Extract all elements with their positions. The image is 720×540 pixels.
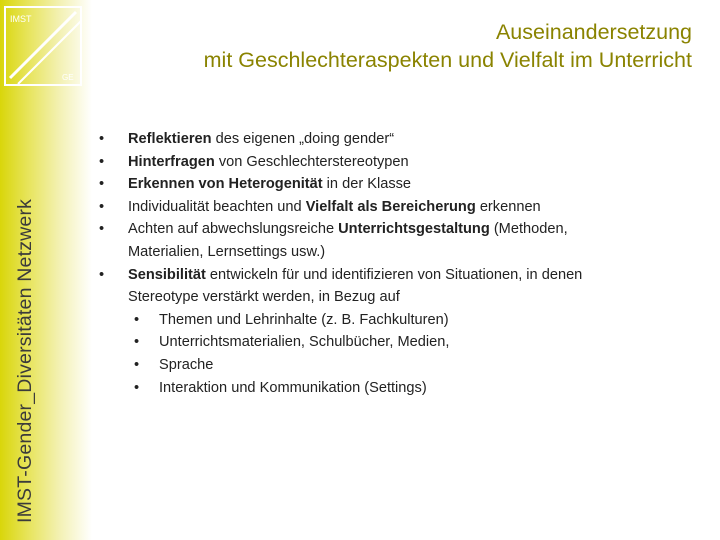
imst-logo	[4, 6, 82, 86]
sub-bullet-list	[99, 309, 699, 399]
item-text: entwickeln für und identifizieren von Situationen, in denen	[205, 266, 583, 283]
item-text-pre: Individualität beachten und	[128, 198, 306, 215]
network-vertical-label: IMST-Gender_Diversitäten Netzwerk	[14, 198, 36, 523]
item-bold: Reflektieren	[128, 131, 212, 147]
bullet-icon: •	[134, 379, 140, 396]
list-item	[99, 151, 699, 174]
sub-list-item	[99, 331, 699, 354]
bullet-icon: •	[99, 176, 105, 193]
list-item	[99, 264, 699, 309]
sub-item-text: Interaktion und Kommunikation (Settings)	[159, 379, 427, 396]
title-line-1: Auseinandersetzung	[495, 20, 692, 44]
item-bold: Erkennen von Heterogenität	[128, 176, 323, 193]
bullet-icon: •	[134, 334, 140, 351]
logo-top-text: IMST	[10, 14, 32, 24]
bullet-icon: •	[99, 131, 105, 147]
title-line-2: mit Geschlechteraspekten und Vielfalt im Unterricht	[203, 48, 692, 72]
bullet-icon: •	[99, 266, 105, 283]
bullet-icon: •	[99, 153, 105, 170]
item-bold: Sensibilität	[128, 266, 206, 283]
item-bold: Hinterfragen	[128, 153, 215, 170]
item-text-pre: Achten auf abwechslungsreiche	[128, 221, 339, 238]
item-text: (Methoden,	[489, 221, 568, 238]
item-text-line2: Stereotype verstärkt werden, in Bezug auf	[128, 289, 400, 306]
sub-list-item	[99, 354, 699, 377]
item-bold: Unterrichtsgestaltung	[338, 221, 490, 238]
sub-list-item	[99, 309, 699, 332]
item-bold: Vielfalt als Bereicherung	[305, 198, 476, 215]
bullet-icon: •	[99, 198, 105, 215]
list-item	[99, 128, 699, 151]
list-item	[99, 173, 699, 196]
sub-list-item	[99, 377, 699, 400]
main-bullet-list	[99, 128, 699, 309]
item-text: erkennen	[475, 198, 541, 215]
item-text: von Geschlechterstereotypen	[214, 153, 409, 170]
sub-item-text: Themen und Lehrinhalte (z. B. Fachkulturen)	[159, 311, 449, 328]
list-item	[99, 218, 699, 263]
bullet-icon: •	[134, 356, 140, 373]
page-title	[204, 18, 692, 74]
bullet-icon: •	[99, 221, 105, 238]
sub-item-text: Unterrichtsmaterialien, Schulbücher, Medien,	[159, 334, 450, 351]
item-text: in der Klasse	[322, 176, 412, 193]
bullet-list-container	[99, 128, 699, 399]
list-item	[99, 196, 699, 219]
logo-bottom-text: GE	[62, 73, 74, 82]
sub-item-text: Sprache	[159, 356, 214, 373]
item-text: des eigenen „doing gender“	[211, 131, 395, 147]
item-text-line2: Materialien, Lernsettings usw.)	[128, 243, 326, 260]
bullet-icon: •	[134, 311, 140, 328]
